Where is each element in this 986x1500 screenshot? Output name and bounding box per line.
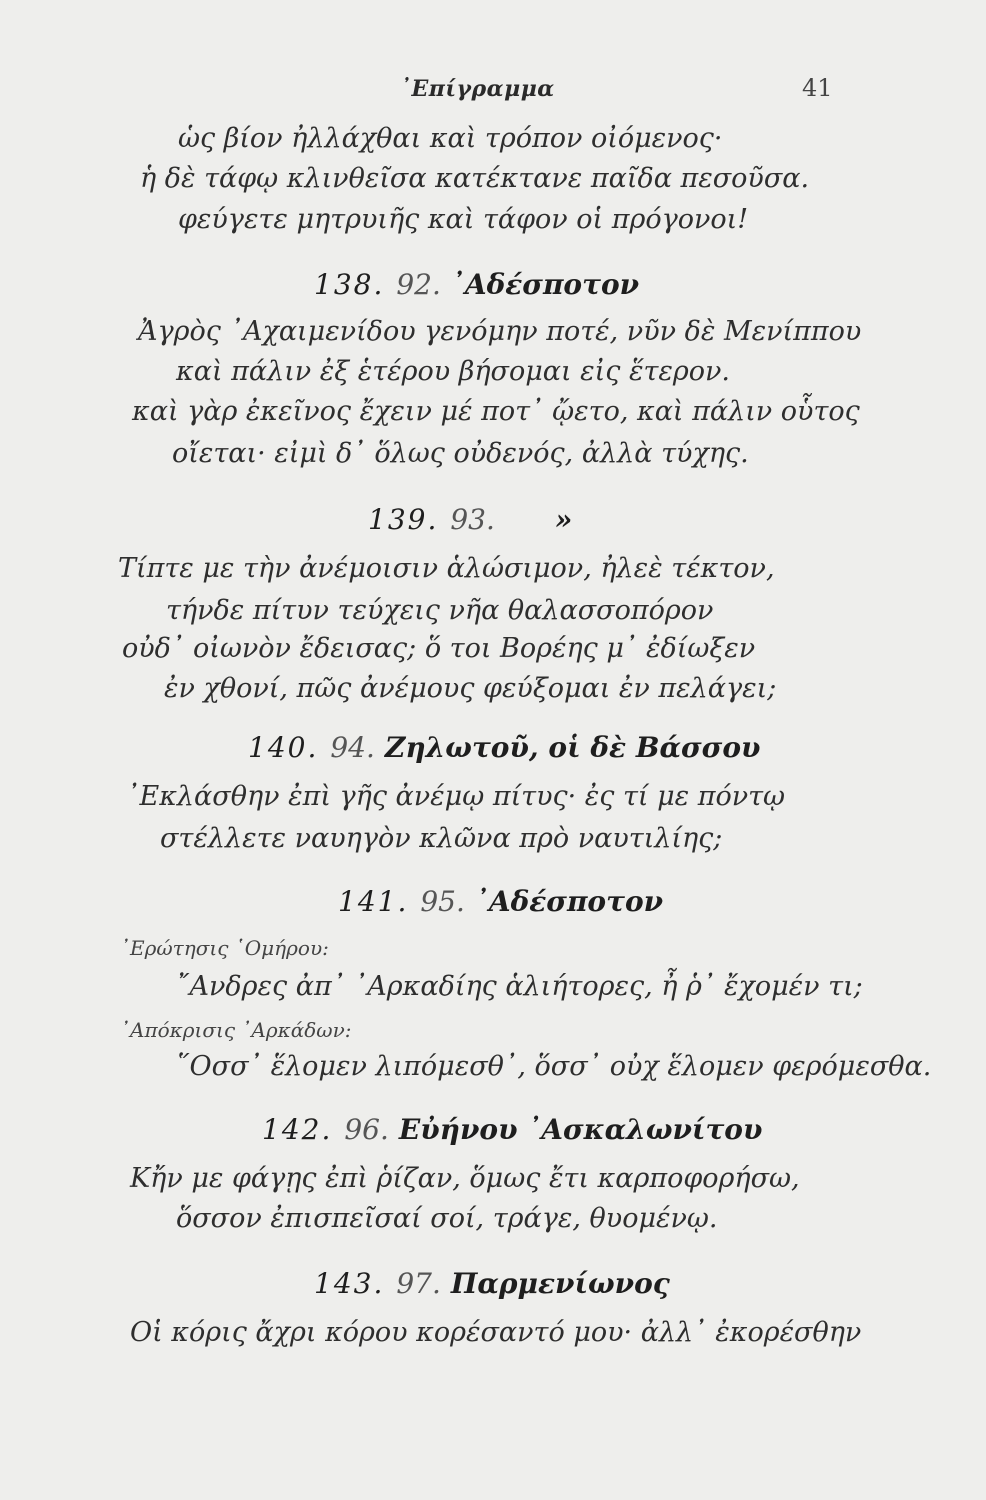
verse-line: καὶ γὰρ ἐκεῖνος ἔχειν μέ ποτ᾿ ᾤετο, καὶ πάλιν οὗτος (132, 396, 860, 427)
verse-line: ᾿Εκλάσθην ἐπὶ γῆς ἀνέμῳ πίτυς· ἐς τί με πόντῳ (126, 781, 786, 812)
verse-line: τήνδε πίτυν τεύχεις νῆα θαλασσοπόρον (166, 595, 714, 626)
verse-line: ῞Οσσ᾿ ἕλομεν λιπόμεσθ᾿, ὅσσ᾿ οὐχ ἕλομεν φερόμεσθα. (176, 1051, 932, 1082)
verse-line: Τίπτε με τὴν ἀνέμοισιν ἁλώσιμον, ἠλεὲ τέκτον, (118, 553, 775, 584)
epigram-old-number: 92. (396, 268, 441, 301)
epigram-number: 142. (262, 1113, 333, 1146)
verse-line: φεύγετε μητρυιῆς καὶ τάφον οἱ πρόγονοι! (178, 204, 749, 235)
verse-line: στέλλετε ναυηγὸν κλῶνα πρὸ ναυτιλίης; (160, 823, 723, 854)
verse-line: Ἀγρὸς ᾿Αχαιμενίδου γενόμην ποτέ, νῦν δὲ Μενίππου (138, 316, 862, 347)
epigram-heading-141 (338, 884, 663, 920)
verse-line: ὅσσον ἐπισπεῖσαί σοί, τράγε, θυομένῳ. (176, 1203, 718, 1234)
verse-line: οὐδ᾿ οἰωνὸν ἔδεισας; ὅ τοι Βορέης μ᾿ ἐδίωξεν (122, 633, 756, 664)
epigram-author: Εὐήνου ᾿Ασκαλωνίτου (398, 1113, 763, 1146)
epigram-old-number: 96. (344, 1113, 389, 1146)
epigram-number: 139. (368, 503, 439, 536)
speaker-label: ᾿Απόκρισις ᾿Αρκάδων: (120, 1018, 352, 1042)
epigram-old-number: 93. (450, 503, 495, 536)
page-number: 41 (802, 74, 833, 102)
epigram-heading-140 (248, 730, 760, 766)
verse-line: καὶ πάλιν ἐξ ἑτέρου βήσομαι εἰς ἕτερον. (176, 356, 731, 387)
running-title: ᾿Επίγραμμα (400, 76, 555, 102)
epigram-number: 140. (248, 731, 319, 764)
epigram-heading-142 (262, 1112, 762, 1148)
verse-line: Οἱ κόρις ἄχρι κόρου κορέσαντό μου· ἀλλ᾿ ἐκορέσθην (130, 1317, 862, 1348)
verse-line: Κἤν με φάγῃς ἐπὶ ῥίζαν, ὅμως ἔτι καρποφορήσω, (130, 1163, 800, 1194)
epigram-author: Παρμενίωνος (450, 1267, 670, 1300)
verse-line: ἡ δὲ τάφῳ κλινθεῖσα κατέκτανε παῖδα πεσοῦσα. (140, 163, 810, 194)
epigram-old-number: 97. (396, 1267, 441, 1300)
verse-line: οἴεται· εἰμὶ δ᾿ ὅλως οὐδενός, ἀλλὰ τύχης. (172, 438, 749, 469)
epigram-author-ditto: » (554, 503, 573, 536)
epigram-old-number: 94. (330, 731, 375, 764)
verse-line: ὡς βίον ἠλλάχθαι καὶ τρόπον οἰόμενος· (178, 123, 723, 154)
epigram-heading-143 (314, 1266, 670, 1302)
epigram-heading-138 (314, 267, 639, 303)
epigram-number: 143. (314, 1267, 385, 1300)
epigram-number: 141. (338, 885, 409, 918)
epigram-number: 138. (314, 268, 385, 301)
epigram-author: Ζηλωτοῦ, οἱ δὲ Βάσσου (384, 731, 761, 764)
epigram-author: ᾿Αδέσποτον (474, 885, 664, 918)
verse-line: ἐν χθονί, πῶς ἀνέμους φεύξομαι ἐν πελάγει; (164, 673, 777, 704)
epigram-old-number: 95. (420, 885, 465, 918)
epigram-heading-139 (368, 502, 572, 538)
verse-line: ῎Ανδρες ἀπ᾿ ᾿Αρκαδίης ἁλιήτορες, ἦ ῥ᾿ ἔχομέν τι; (176, 971, 863, 1002)
speaker-label: ᾿Ερώτησις ῾Ομήρου: (120, 936, 329, 960)
epigram-author: ᾿Αδέσποτον (450, 268, 640, 301)
